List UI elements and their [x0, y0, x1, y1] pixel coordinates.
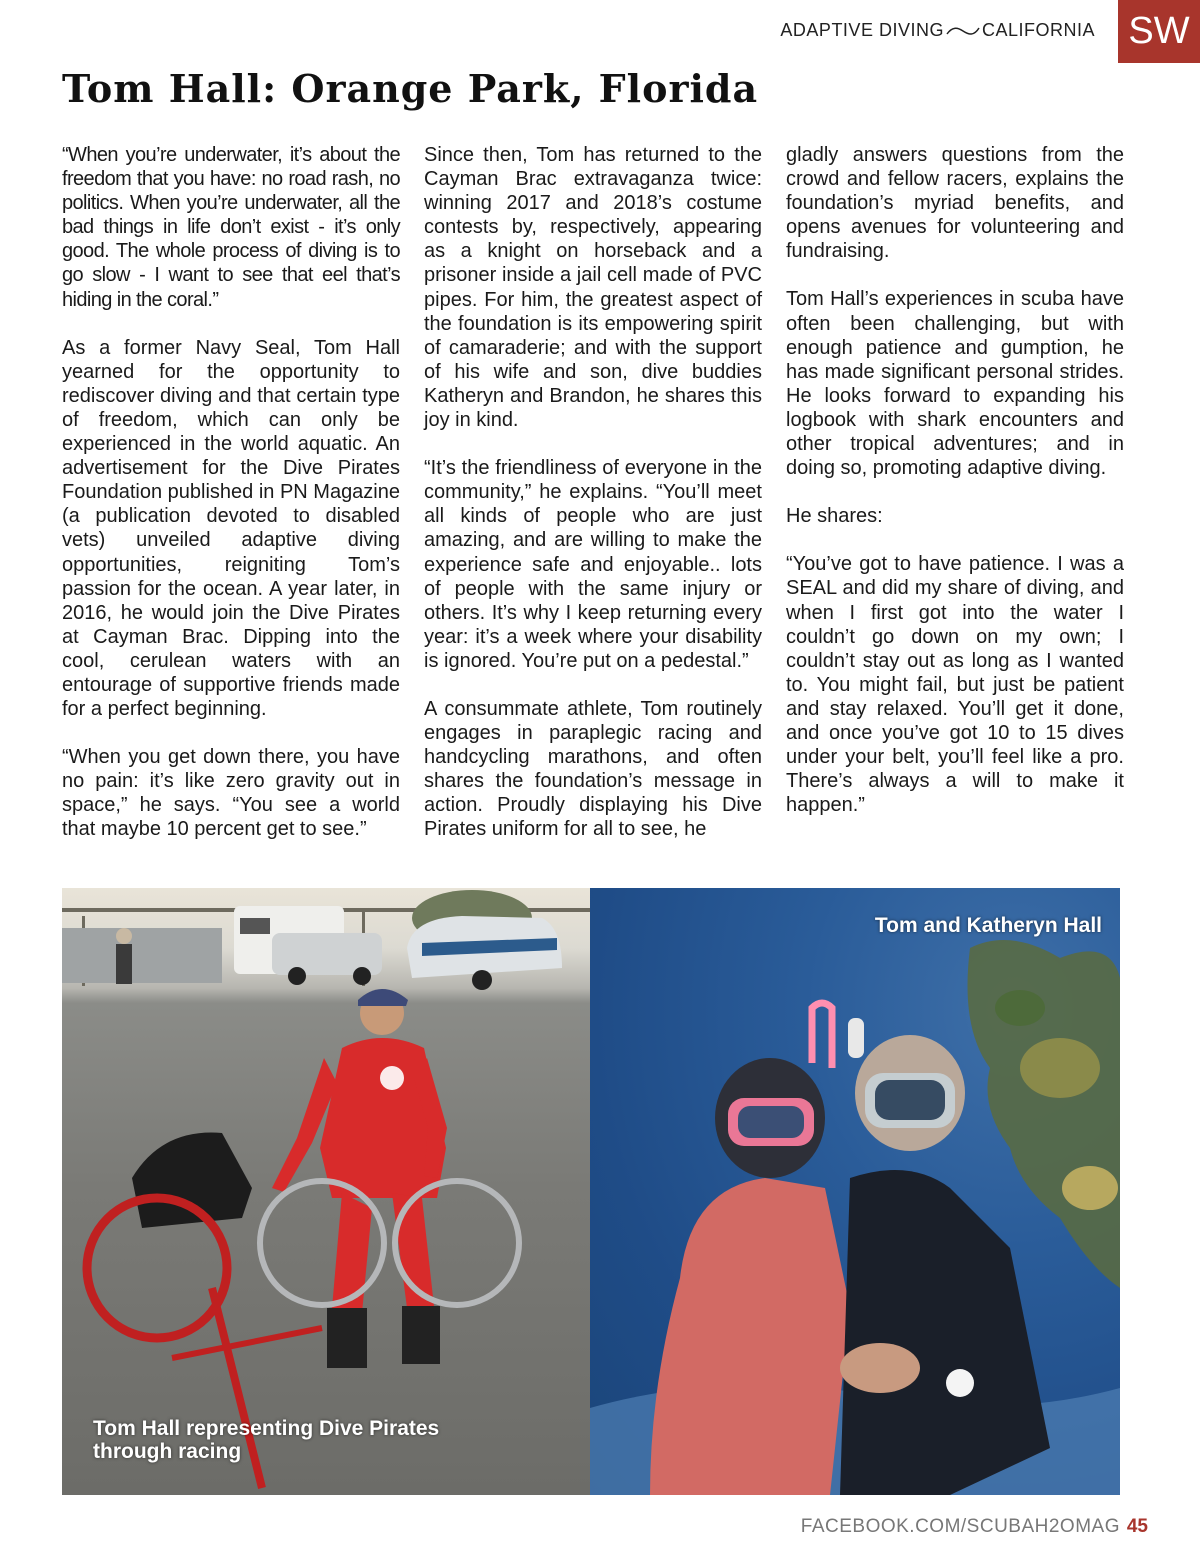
section-label-left: ADAPTIVE DIVING [780, 20, 944, 40]
paragraph: “When you’re underwater, it’s about the freedom that you have: no road rash, no politics. When you’re underwater, all the bad things in life don’t exist - it’s only good. The whole process of diving is to go slow - I want to see that eel that’s hiding in the coral.” [62, 144, 400, 311]
section-label-right: CALIFORNIA [981, 20, 1095, 40]
paragraph: “When you get down there, you have no pain: it’s like zero gravity out in space,” he says. “You see a world that maybe 10 percent get to see.” [62, 746, 400, 841]
page-number: 45 [1126, 1516, 1148, 1537]
article-column-2 [424, 143, 762, 866]
racing-photo [62, 888, 590, 1495]
wave-divider-icon [946, 25, 980, 37]
paragraph: “It’s the friendliness of everyone in the community,” he explains. “You’ll meet all kinds of people who are just amazing, and are willing to make the experience safe and enjoyable.. lots of people with the same injury or others. It’s why I keep returning every year: it’s a week where your disability is ignored. You’re put on a pedestal.” [424, 457, 762, 672]
photo-caption-right: Tom and Katheryn Hall [874, 914, 1102, 937]
paragraph: Since then, Tom has returned to the Cayman Brac extravaganza twice: winning 2017 and 2018’s costume contests by, respectively, appearing as a knight on horseback and a prisoner inside a jail cell made of PVC pipes. For him, the greatest aspect of the foundation is its empowering spirit of camaraderie; and with the support of his wife and son, dive buddies Katheryn and Brandon, he shares this joy in kind. [424, 144, 762, 432]
racing-photo-illustration [62, 888, 590, 1495]
paragraph: He shares: [786, 505, 883, 528]
article-column-3 [786, 143, 1124, 841]
footer-url: FACEBOOK.COM/SCUBAH2OMAG [800, 1516, 1120, 1537]
article-title: Tom Hall: Orange Park, Florida [62, 66, 759, 111]
underwater-photo-illustration [590, 888, 1120, 1495]
section-badge: SW [1118, 0, 1200, 63]
underwater-photo [590, 888, 1120, 1495]
section-label [780, 20, 1095, 41]
paragraph: As a former Navy Seal, Tom Hall yearned for the opportunity to rediscover diving and that certain type of freedom, which can only be experienced in the world aquatic. An advertisement for the Dive Pirates Foundation published in PN Magazine (a publication devoted to disabled vets) unveiled adaptive diving opportunities, reigniting Tom’s passion for the ocean. A year later, in 2016, he would join the Dive Pirates at Cayman Brac. Dipping into the cool, cerulean waters with an entourage of supportive friends made for a perfect beginning. [62, 336, 400, 721]
paragraph: “You’ve got to have patience. I was a SEAL and did my share of diving, and when I first got into the water I couldn’t go down on my own; I couldn’t stay out as long as I wanted to. You might fail, but just be patient and stay relaxed. You’ll get it done, and once you’ve got 10 to 15 dives under your belt, you’ll feel like a pro. There’s always a will to make it happen.” [786, 553, 1124, 817]
article-column-1 [62, 143, 400, 866]
paragraph: gladly answers questions from the crowd and fellow racers, explains the foundation’s myriad benefits, and opens avenues for volunteering and fundraising. [786, 144, 1124, 263]
paragraph: A consummate athlete, Tom routinely engages in paraplegic racing and handcycling marathons, and often shares the foundation’s message in action. Proudly displaying his Dive Pirates uniform for all to see, he [424, 697, 762, 841]
paragraph: Tom Hall’s experiences in scuba have often been challenging, but with enough patience and gumption, he has made significant personal strides. He looks forward to expanding his logbook with shark encounters and other tropical adventures; and in doing so, promoting adaptive diving. [786, 288, 1124, 480]
photo-caption-left: Tom Hall representing Dive Pirates through racing [93, 1417, 440, 1463]
